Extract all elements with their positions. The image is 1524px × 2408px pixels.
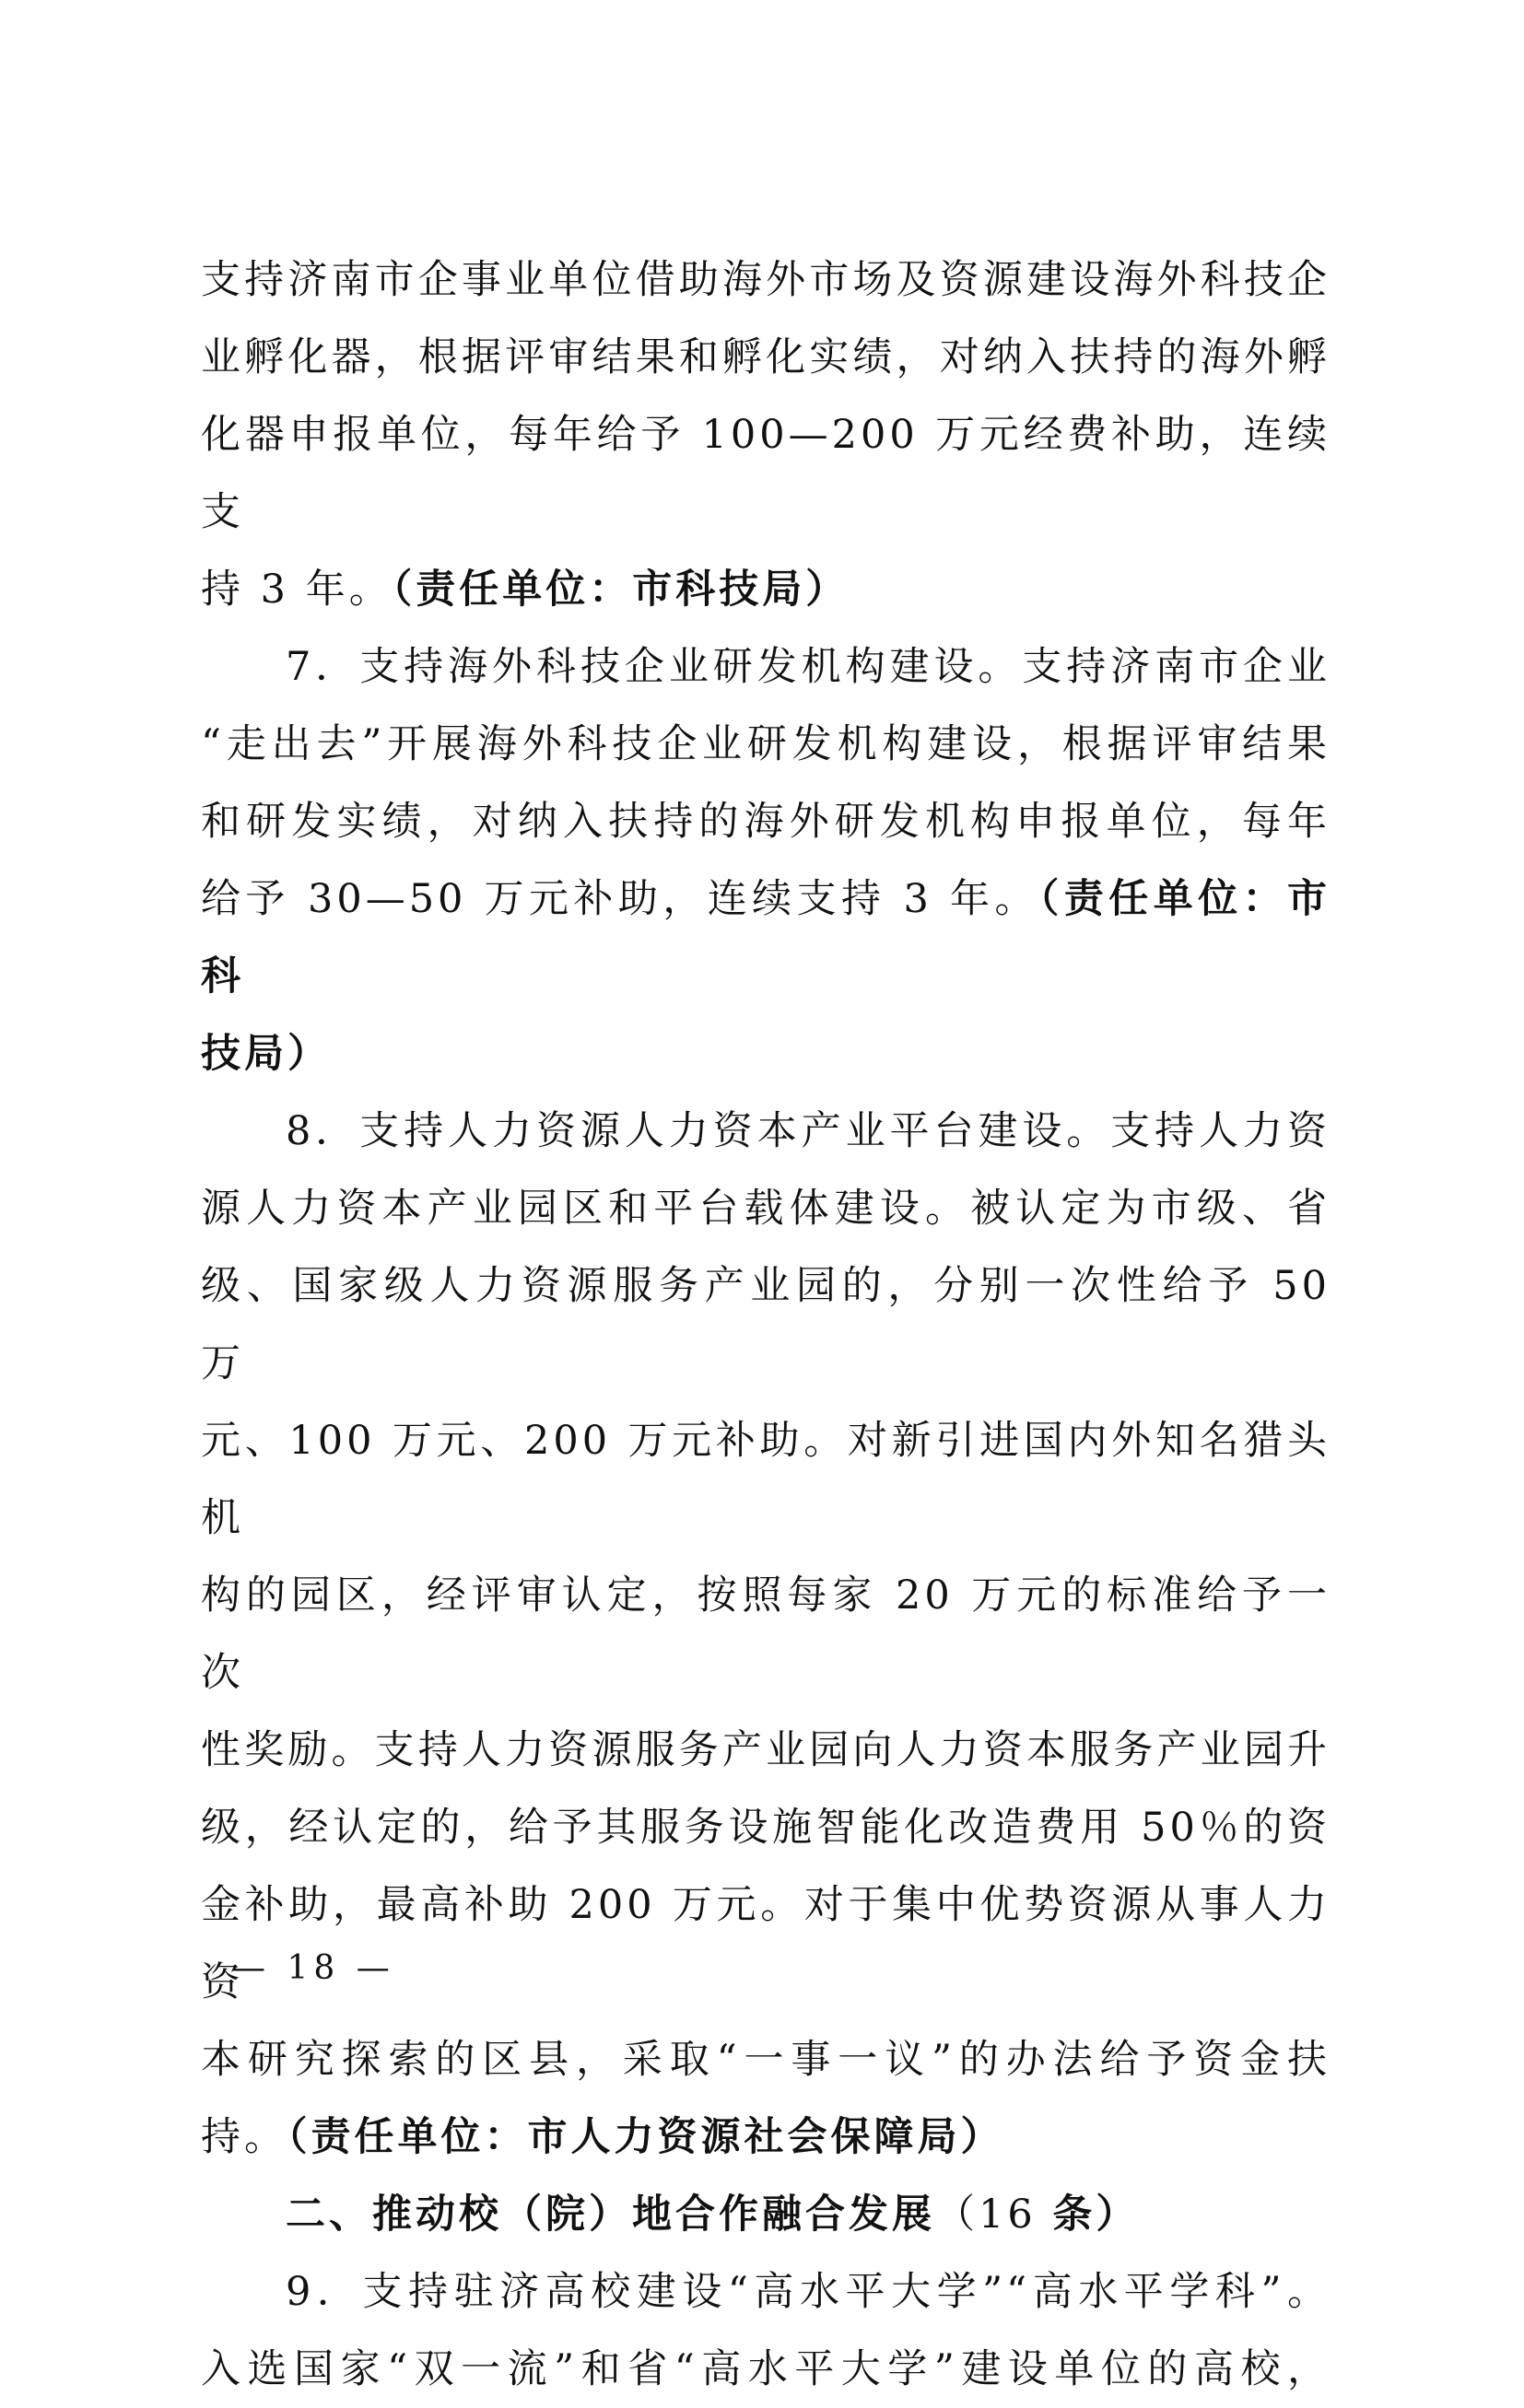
responsible-unit: （责任单位：市科技局） bbox=[392, 567, 850, 613]
paragraph-line: 金补助，最高补助 200 万元。对于集中优势资源从事人力资 bbox=[201, 1882, 1331, 2005]
responsible-unit: （责任单位：市科 bbox=[201, 876, 1331, 999]
paragraph-text: 持。 bbox=[201, 2114, 287, 2160]
paragraph-line: 源人力资本产业园区和平台载体建设。被认定为市级、省 bbox=[201, 1186, 1331, 1232]
paragraph-line bbox=[201, 2098, 1331, 2176]
paragraph-line: 性奖励。支持人力资源服务产业园向人力资本服务产业园升 bbox=[201, 1727, 1331, 1773]
paragraph-line: 8．支持人力资源人力资本产业平台建设。支持人力资 bbox=[286, 1108, 1331, 1154]
paragraph-line: 7．支持海外科技企业研发机构建设。支持济南市企业 bbox=[286, 644, 1331, 690]
paragraph-text: 给予 30—50 万元补助，连续支持 3 年。 bbox=[201, 876, 1039, 922]
section-heading-count: （16 bbox=[935, 2192, 1053, 2238]
paragraph-line: 9．支持驻济高校建设“高水平大学”“高水平学科”。 bbox=[286, 2269, 1331, 2315]
page-number: — 18 — bbox=[232, 1949, 395, 1987]
paragraph-line: 元、100 万元、200 万元补助。对新引进国内外知名猎头机 bbox=[201, 1418, 1331, 1541]
paragraph-line bbox=[201, 860, 1331, 1015]
section-heading-title: 二、推动校（院）地合作融合发展 bbox=[286, 2192, 935, 2238]
paragraph-line: 本研究探索的区县，采取“一事一议”的办法给予资金扶 bbox=[201, 2037, 1331, 2083]
document-body bbox=[201, 241, 1331, 2408]
paragraph-line: 级，经认定的，给予其服务设施智能化改造费用 50％的资 bbox=[201, 1805, 1331, 1851]
paragraph-line: “走出去”开展海外科技企业研发机构建设，根据评审结果 bbox=[201, 721, 1331, 767]
section-heading-count-tail: 条） bbox=[1052, 2192, 1140, 2238]
paragraph-line: 业孵化器，根据评审结果和孵化实绩，对纳入扶持的海外孵 bbox=[201, 334, 1331, 380]
paragraph-line: 和研发实绩，对纳入扶持的海外研发机构申报单位，每年 bbox=[201, 799, 1331, 845]
responsible-unit: 技局） bbox=[201, 1031, 331, 1077]
paragraph-text: 持 3 年。 bbox=[201, 567, 393, 613]
section-heading bbox=[201, 2176, 1331, 2253]
paragraph-line: 支持济南市企事业单位借助海外市场及资源建设海外科技企 bbox=[201, 257, 1331, 303]
paragraph-line: 入选国家“双一流”和省“高水平大学”建设单位的高校， bbox=[201, 2346, 1331, 2392]
paragraph-line: 级、国家级人力资源服务产业园的，分别一次性给予 50 万 bbox=[201, 1263, 1331, 1386]
responsible-unit: （责任单位：市人力资源社会保障局） bbox=[287, 2114, 1004, 2160]
paragraph-line bbox=[201, 551, 1331, 628]
paragraph-line: 化器申报单位，每年给予 100—200 万元经费补助，连续支 bbox=[201, 412, 1331, 535]
paragraph-line: 构的园区，经评审认定，按照每家 20 万元的标准给予一次 bbox=[201, 1572, 1331, 1696]
